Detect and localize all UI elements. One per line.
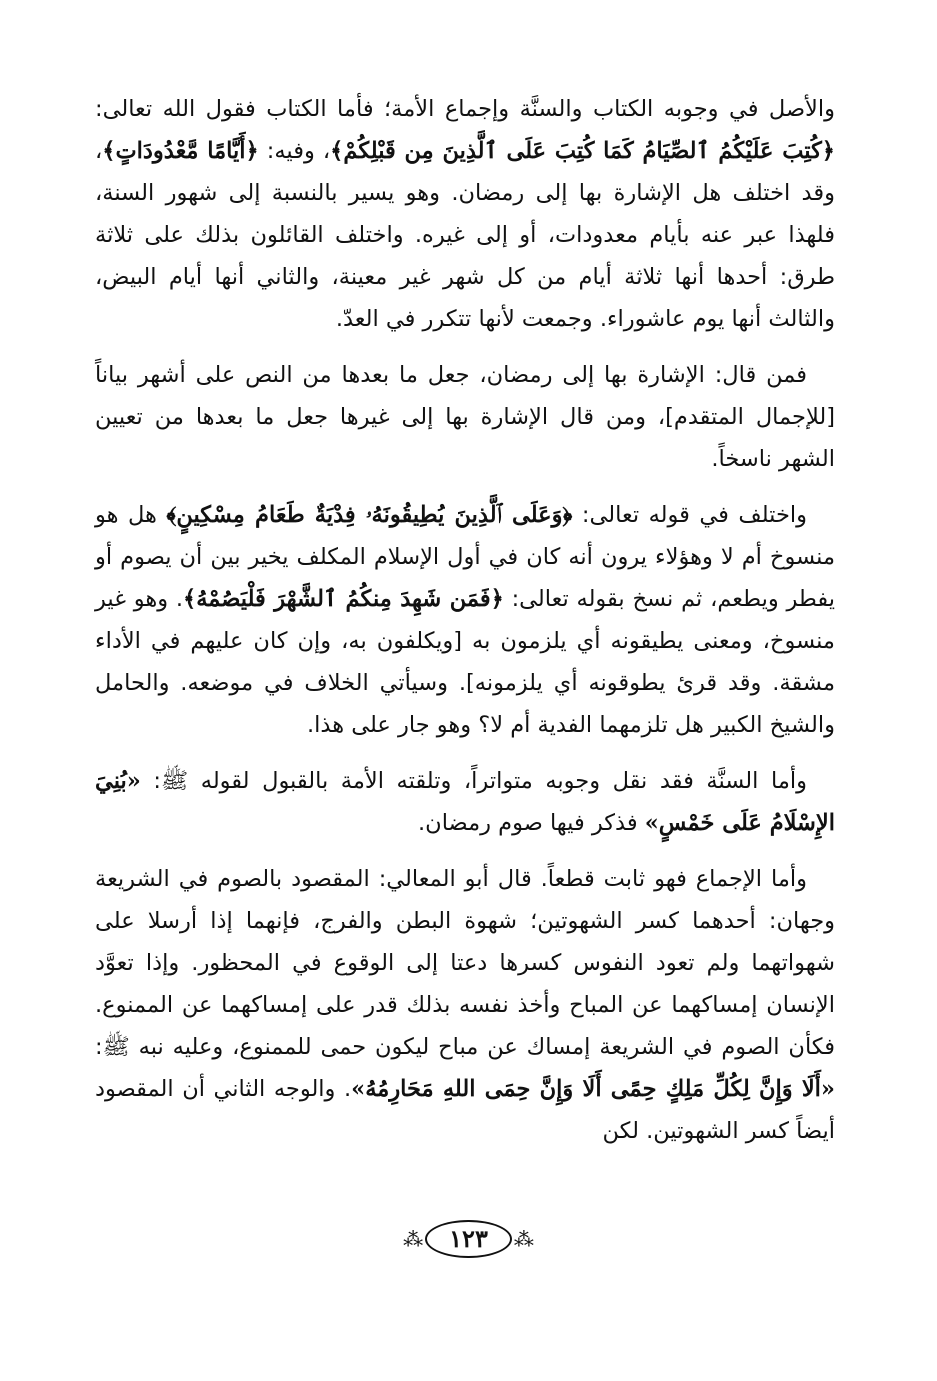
quran-verse: ﴿أَيَّامًا مَّعْدُودَاتٍ﴾ (102, 138, 259, 164)
paragraph-3 (95, 494, 835, 746)
paragraph-text: هل هو منسوخ أم لا وهؤلاء يرون أنه كان في أول الإسلام المكلف يخير بين أن يصوم أو يفطر ويطعم، ثم نسخ بقوله تعالى: (95, 502, 836, 612)
quran-verse: ﴿كُتِبَ عَلَيْكُمُ ٱلصِّيَامُ كَمَا كُتِبَ عَلَى ٱلَّذِينَ مِن قَبْلِكُمْ﴾ (330, 138, 835, 164)
paragraph-text: والأصل في وجوبه الكتاب والسنَّة وإجماع الأمة؛ فأما الكتاب فقول الله تعالى: (95, 96, 835, 122)
ornament-right-icon: ⁂ (513, 1227, 534, 1251)
page-number: ١٢٣ (425, 1220, 512, 1258)
page-body (95, 88, 835, 1166)
hadith-quote: «أَلَا وَإِنَّ لِكُلِّ مَلِكٍ حِمًى أَلَا وَإِنَّ حِمَى اللهِ مَحَارِمُهُ» (351, 1076, 835, 1102)
paragraph-4 (95, 760, 835, 844)
paragraph-text: فمن قال: الإشارة بها إلى رمضان، جعل ما بعدها من النص على أشهر بياناً [للإجمال المتقدم]، ومن قال الإشارة بها إلى غيرها جعل ما بعدها من تعيين الشهر ناسخاً. (95, 362, 835, 472)
paragraph-text: وأما السنَّة فقد نقل وجوبه متواتراً، وتلقته الأمة بالقبول لقوله ﷺ: (140, 768, 807, 794)
paragraph-text: . وهو غير منسوخ، ومعنى يطيقونه أي يلزمون به [ويكلفون به، وإن كان عليهم في الأداء مشقة. وقد قرئ يطوقونه أي يلزمونه]. وسيأتي الخلاف في موضعه. والحامل والشيخ الكبير هل تلزمهما الفدية أم لا؟ وهو جار على هذا. (95, 586, 835, 738)
page-footer (0, 1220, 937, 1258)
paragraph-text: وأما الإجماع فهو ثابت قطعاً. قال أبو المعالي: المقصود بالصوم في الشريعة وجهان: أحدهما كسر الشهوتين؛ شهوة البطن والفرج، فإنهما إذا أرسلا على شهواتهما ولم تعود النفوس كسرها دعتا إلى الوقوع في المحظور. وإذا تعوَّد الإنسان إمساكهما عن المباح وأخذ نفسه بذلك قدر على إمساكهما عن الممنوع. فكأن الصوم في الشريعة إمساك عن مباح ليكون حمى للممنوع، وعليه نبه ﷺ: (95, 866, 835, 1060)
paragraph-2 (95, 354, 835, 480)
paragraph-text: . والوجه الثاني أن المقصود أيضاً كسر الشهوتين. لكن (95, 1076, 835, 1144)
paragraph-text: فذكر فيها صوم رمضان. (418, 810, 645, 836)
ornament-left-icon: ⁂ (403, 1227, 424, 1251)
paragraph-5 (95, 858, 835, 1152)
paragraph-text: ، وفيه: (258, 138, 331, 164)
quran-verse: ﴿وَعَلَى ٱلَّذِينَ يُطِيقُونَهُۥ فِدْيَةٌ طَعَامُ مِسْكِينٍ﴾ (166, 502, 573, 528)
paragraph-1 (95, 88, 835, 340)
hadith-quote: «بُنِيَ الإِسْلَامُ عَلَى خَمْسٍ» (95, 768, 835, 836)
paragraph-text: واختلف في قوله تعالى: (572, 502, 807, 528)
paragraph-text: ، وقد اختلف هل الإشارة بها إلى رمضان. وهو يسير بالنسبة إلى شهور السنة، فلهذا عبر عنه بأيام معدودات، أو إلى غيره. واختلف القائلون بذلك على ثلاثة طرق: أحدها أنها ثلاثة أيام من كل شهر غير معينة، والثاني أنها أيام البيض، والثالث أنها يوم عاشوراء. وجمعت لأنها تتكرر في العدّ. (95, 138, 835, 332)
page-number-frame (403, 1220, 534, 1258)
quran-verse: ﴿فَمَن شَهِدَ مِنكُمُ ٱلشَّهْرَ فَلْيَصُمْهُ﴾ (183, 586, 504, 612)
